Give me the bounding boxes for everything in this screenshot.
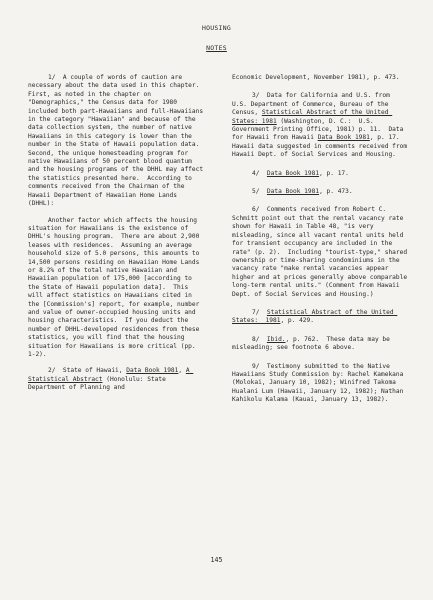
data-book-title: Data Book 1981 xyxy=(266,188,320,196)
ibid-reference: Ibid. xyxy=(266,335,286,343)
section-subtitle: NOTES xyxy=(206,44,227,52)
note-2: 2/ State of Hawaii, Data Book 1981, A Statistical Abstract (Honolulu: State Department of Planning and xyxy=(28,367,194,392)
note-1: 1/ A couple of words of caution are necessary about the data used in this chapter. First, as noted in the chapter on "Demographics," the Census data for 1980 included both part-Hawaiians and full-Hawaiians in the category "Hawaiian" and because of the data collection system, the number of native Hawaiians in this category is lower than the number in the State of Hawaii population data. Second, the unique homesteading program for native Hawaiians of 50 percent blood quantum and the housing programs of the DHHL may affect the statistics presented here. According to comments received from the Chairman of the Hawaii Department of Hawaiian Home Lands (DHHL): xyxy=(28,74,207,208)
data-book-title: Data Book 1981 xyxy=(266,169,320,177)
note-2-continued: Economic Development, November 1981), p. 473. xyxy=(232,74,400,81)
note-3: 3/ Data for California and U.S. from U.S. Department of Commerce, Bureau of the Census, Statistical Abstract of the United States: 1981 (Washington, D. C.: U.S. Government Printing Office, 1981) p. 11. Data for Hawaii from Hawaii Data Book 1981, p. 17. Hawaii data suggested in comments received from Hawaii Dept. of Social Services and Housing. xyxy=(232,92,411,159)
right-column xyxy=(232,74,411,413)
note-9: 9/ Testimony submitted to the Native Hawaiians Study Commission by: Rachel Kamekana (Molokai, January 10, 1982); Winifred Takoma Hualani Lum (Hawaii, January 12, 1982); Nathan Kahikolu Kalama (Kauai, January 13, 1982). xyxy=(232,362,408,404)
note-7: 7/ Statistical Abstract of the United States: 1981, p. 429. xyxy=(232,308,398,325)
statistical-abstract-title: A Statistical Abstract xyxy=(28,367,194,383)
note-4: 4/ Data Book 1981, p. 17. xyxy=(252,169,349,177)
note-1-quote: Another factor which affects the housing situation for Hawaiians is the existence of DHHL's housing program. There are about 2,900 leases with residences. Assuming an average household size of 5.0 persons, this amounts to 14,500 persons residing on Hawaiian Home Lands or 8.2% of the total native Hawaiian and Hawaiian population of 175,000 [according to the State of Hawaii population data]. This will affect statistics on Hawaiians cited in the [Commission's] report, for example, number and value of owner-occupied housing units and housing characteristics. If you deduct the number of DHHL-developed residences from these statistics, you will find that the housing situation for Hawaiians is more critical (pp. 1-2). xyxy=(28,216,204,358)
statistical-abstract-title: Statistical Abstract of the United States: 1981 xyxy=(232,109,393,125)
note-6: 6/ Comments received from Robert C. Schmitt point out that the rental vacancy rate shown for Hawaii in Table 48, "is very misleading, since all vacant rental units held for transient occupancy are included in the rate" (p. 2). Including "tourist-type," shared ownership or time-sharing condominiums in the vacancy rate "make rental vacancies appear higher and at prices generally above comparable long-term rental units." (Comment from Hawaii Dept. of Social Services and Housing.) xyxy=(232,206,411,298)
note-5: 5/ Data Book 1981, p. 473. xyxy=(252,188,353,196)
data-book-title: Data Book 1981 xyxy=(317,134,370,142)
data-book-title: Data Book 1981 xyxy=(126,367,179,375)
page-title: HOUSING xyxy=(201,24,232,32)
statistical-abstract-title: Statistical Abstract of the United States: 1981 xyxy=(232,308,398,325)
page-number: 145 xyxy=(210,556,223,564)
left-column xyxy=(28,74,207,401)
note-8: 8/ Ibid., p. 762. These data may be misleading; see footnote 6 above. xyxy=(232,335,394,352)
